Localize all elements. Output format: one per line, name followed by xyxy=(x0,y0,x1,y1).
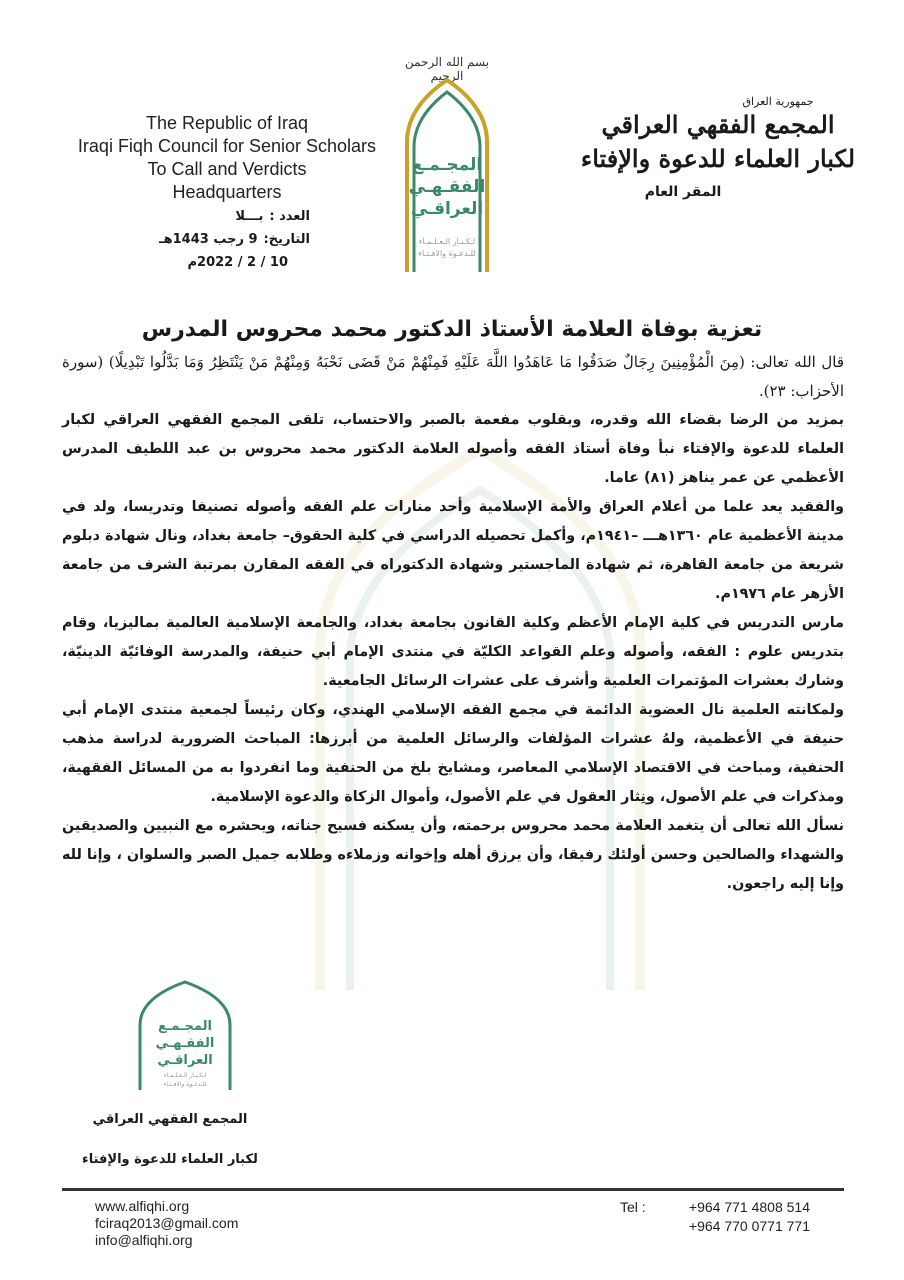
council-logo xyxy=(392,72,502,272)
reference-gregorian-date: 10 / 2 / 2022م xyxy=(187,255,288,270)
reference-date-row xyxy=(130,228,310,251)
paragraph-teaching: مارس التدريس في كلية الإمام الأعظم وكلية القانون بجامعة بغداد، والجامعة الإسلامية العالمية بماليزيا، وقام بتدريس علوم : الفقه، وأصوله وعلم القواعد الكليّة في منتدى الإمام أبي حنيفة، والمدرسة الوفائيّة الدينيّة، وشارك بعشرات المؤتمرات العلمية وأشرف على عشرات الرسائل الجامعية. xyxy=(62,615,844,689)
reference-number-value: بـــلا xyxy=(235,209,264,224)
paragraph-works: ولمكانته العلمية نال العضوية الدائمة في مجمع الفقه الإسلامي الهندي، وكان رئيساً لجمعية منتدى الإمام أبي حنيفة في الأعظمية، ولهُ عشرات المؤلفات والرسائل العلمية من أبرزها: المباحث الضرورية لدراسة مذهب الحنفية، ومباحث في الاقتصاد الإسلامي المعاصر، ومشايخ بلخ من الحنفية وما انفردوا به من المسائل الفقهية، ومذكرات في علم الأصول، ونِثار العقول في علم الأصول، وأموال الزكاة والدعوة الإسلامية. xyxy=(62,702,844,805)
emblem-republic: جمهورية العراق xyxy=(742,95,814,108)
paragraph-quran: قال الله تعالى: (مِنَ الْمُؤْمِنِينَ رِجَالٌ صَدَقُوا مَا عَاهَدُوا اللَّهَ عَلَيْهِ فَمِنْهُمْ مَنْ قَضَى نَحْبَهُ وَمِنْهُمْ مَنْ يَنْتَظِرُ وَمَا بَدَّلُوا تَبْدِيلًا) (سورة الأحزاب: ٢٣). xyxy=(62,353,844,400)
english-header xyxy=(62,112,392,204)
sig-logo-sub1: لـكـبـار الـعـلـمـاء xyxy=(163,1072,207,1079)
basmala: بسم الله الرحمن الرحيم xyxy=(404,55,490,83)
logo-line3: العراقـي xyxy=(410,199,484,219)
footer-phone-2[interactable]: +964 770 0771 771 xyxy=(688,1218,810,1234)
footer-phone-1[interactable]: +964 771 4808 514 xyxy=(688,1199,810,1215)
emblem-hq: المقر العام xyxy=(644,184,722,200)
footer-divider xyxy=(62,1188,844,1191)
logo-sub1: لـكـبـار الـعـلـمـاء xyxy=(418,237,476,246)
reference-gregorian-row xyxy=(130,251,310,274)
sig-logo-sub2: للـدعـوة والافـتـاء xyxy=(163,1081,207,1088)
signature-line2: لكبار العلماء للدعوة والإفتاء xyxy=(82,1152,258,1167)
signature-stamp-logo xyxy=(120,980,250,1090)
header-line-hq: Headquarters xyxy=(172,182,282,202)
footer-phones xyxy=(620,1198,810,1236)
header-line-council: Iraqi Fiqh Council for Senior Scholars xyxy=(77,136,377,156)
footer-email-secondary[interactable]: info@alfiqhi.org xyxy=(95,1232,193,1248)
reference-block xyxy=(130,205,310,274)
document-body xyxy=(62,348,844,899)
footer-website[interactable]: www.alfiqhi.org xyxy=(95,1198,190,1214)
reference-date-label: التاريخ: xyxy=(263,232,310,247)
header-line-republic: The Republic of Iraq xyxy=(145,113,309,133)
footer-contacts xyxy=(95,1198,345,1249)
footer-phone-row-1 xyxy=(620,1198,810,1217)
paragraph-prayer: نسأل الله تعالى أن يتغمد العلامة محمد محروس برحمته، وأن يسكنه فسيح جناته، ويحشره مع النبيين والصديقين والشهداء والصالحين وحسن أولئك رفيقا، وأن يرزق أهله وإخوانه وزملاءه وطلابه جميل الصبر والسلوان ، وإنا لله وإنا إليه راجعون. xyxy=(62,818,844,892)
logo-line1: المجـمـع xyxy=(411,155,483,175)
footer-phone-row-2 xyxy=(620,1217,810,1236)
reference-number-row xyxy=(130,205,310,228)
reference-hijri-date: 9 رجب 1443هـ xyxy=(159,232,258,247)
emblem-line2: لكبار العلماء للدعوة والإفتاء xyxy=(580,144,856,173)
paragraph-biography: والفقيد يعد علما من أعلام العراق والأمة الإسلامية وأحد منارات علم الفقه وأصوله تصنيفا وتدريسا، ولد في مدينة الأعظمية عام ١٣٦٠هـــ –١٩٤١م، وأكمل تحصيله الدراسي في كلية الحقوق– جامعة بغداد، ونال شهادة دبلوم شريعة من جامعة القاهرة، ثم شهادة الماجستير وشهادة الدكتوراه في الفقه المقارن بمرتبة الشرف من جامعة الأزهر عام ١٩٧٦م. xyxy=(62,499,844,602)
logo-line2: الفقـهـي xyxy=(408,177,486,197)
signature-line1: المجمع الفقهي العراقي xyxy=(92,1112,248,1127)
signature-block xyxy=(60,1100,280,1180)
document-title: تعزية بوفاة العلامة الأستاذ الدكتور محمد محروس المدرس xyxy=(141,317,763,342)
arabic-emblem xyxy=(568,95,868,255)
sig-logo-line2: الفقـهـي xyxy=(155,1036,215,1051)
footer-tel-label: Tel : xyxy=(620,1199,646,1215)
sig-logo-line1: المجـمـع xyxy=(158,1019,212,1034)
footer-email-primary[interactable]: fciraq2013@gmail.com xyxy=(95,1215,239,1231)
paragraph-announcement: بمزيد من الرضا بقضاء الله وقدره، وبقلوب مفعمة بالصبر والاحتساب، تلقى المجمع الفقهي العراقي لكبار العلماء للدعوة والإفتاء نبأ وفاة أستاذ الفقه وأصوله العلامة الدكتور محمد محروس بن عبد اللطيف المدرس الأعظمي عن عمر يناهز (٨١) عاما. xyxy=(62,412,844,486)
logo-sub2: للـدعـوة والافـتـاء xyxy=(418,249,476,258)
reference-number-label: العدد : xyxy=(269,209,310,224)
emblem-line1: المجمع الفقهي العراقي xyxy=(601,110,835,139)
header-line-call: To Call and Verdicts xyxy=(147,159,307,179)
sig-logo-line3: العراقـي xyxy=(157,1053,213,1068)
